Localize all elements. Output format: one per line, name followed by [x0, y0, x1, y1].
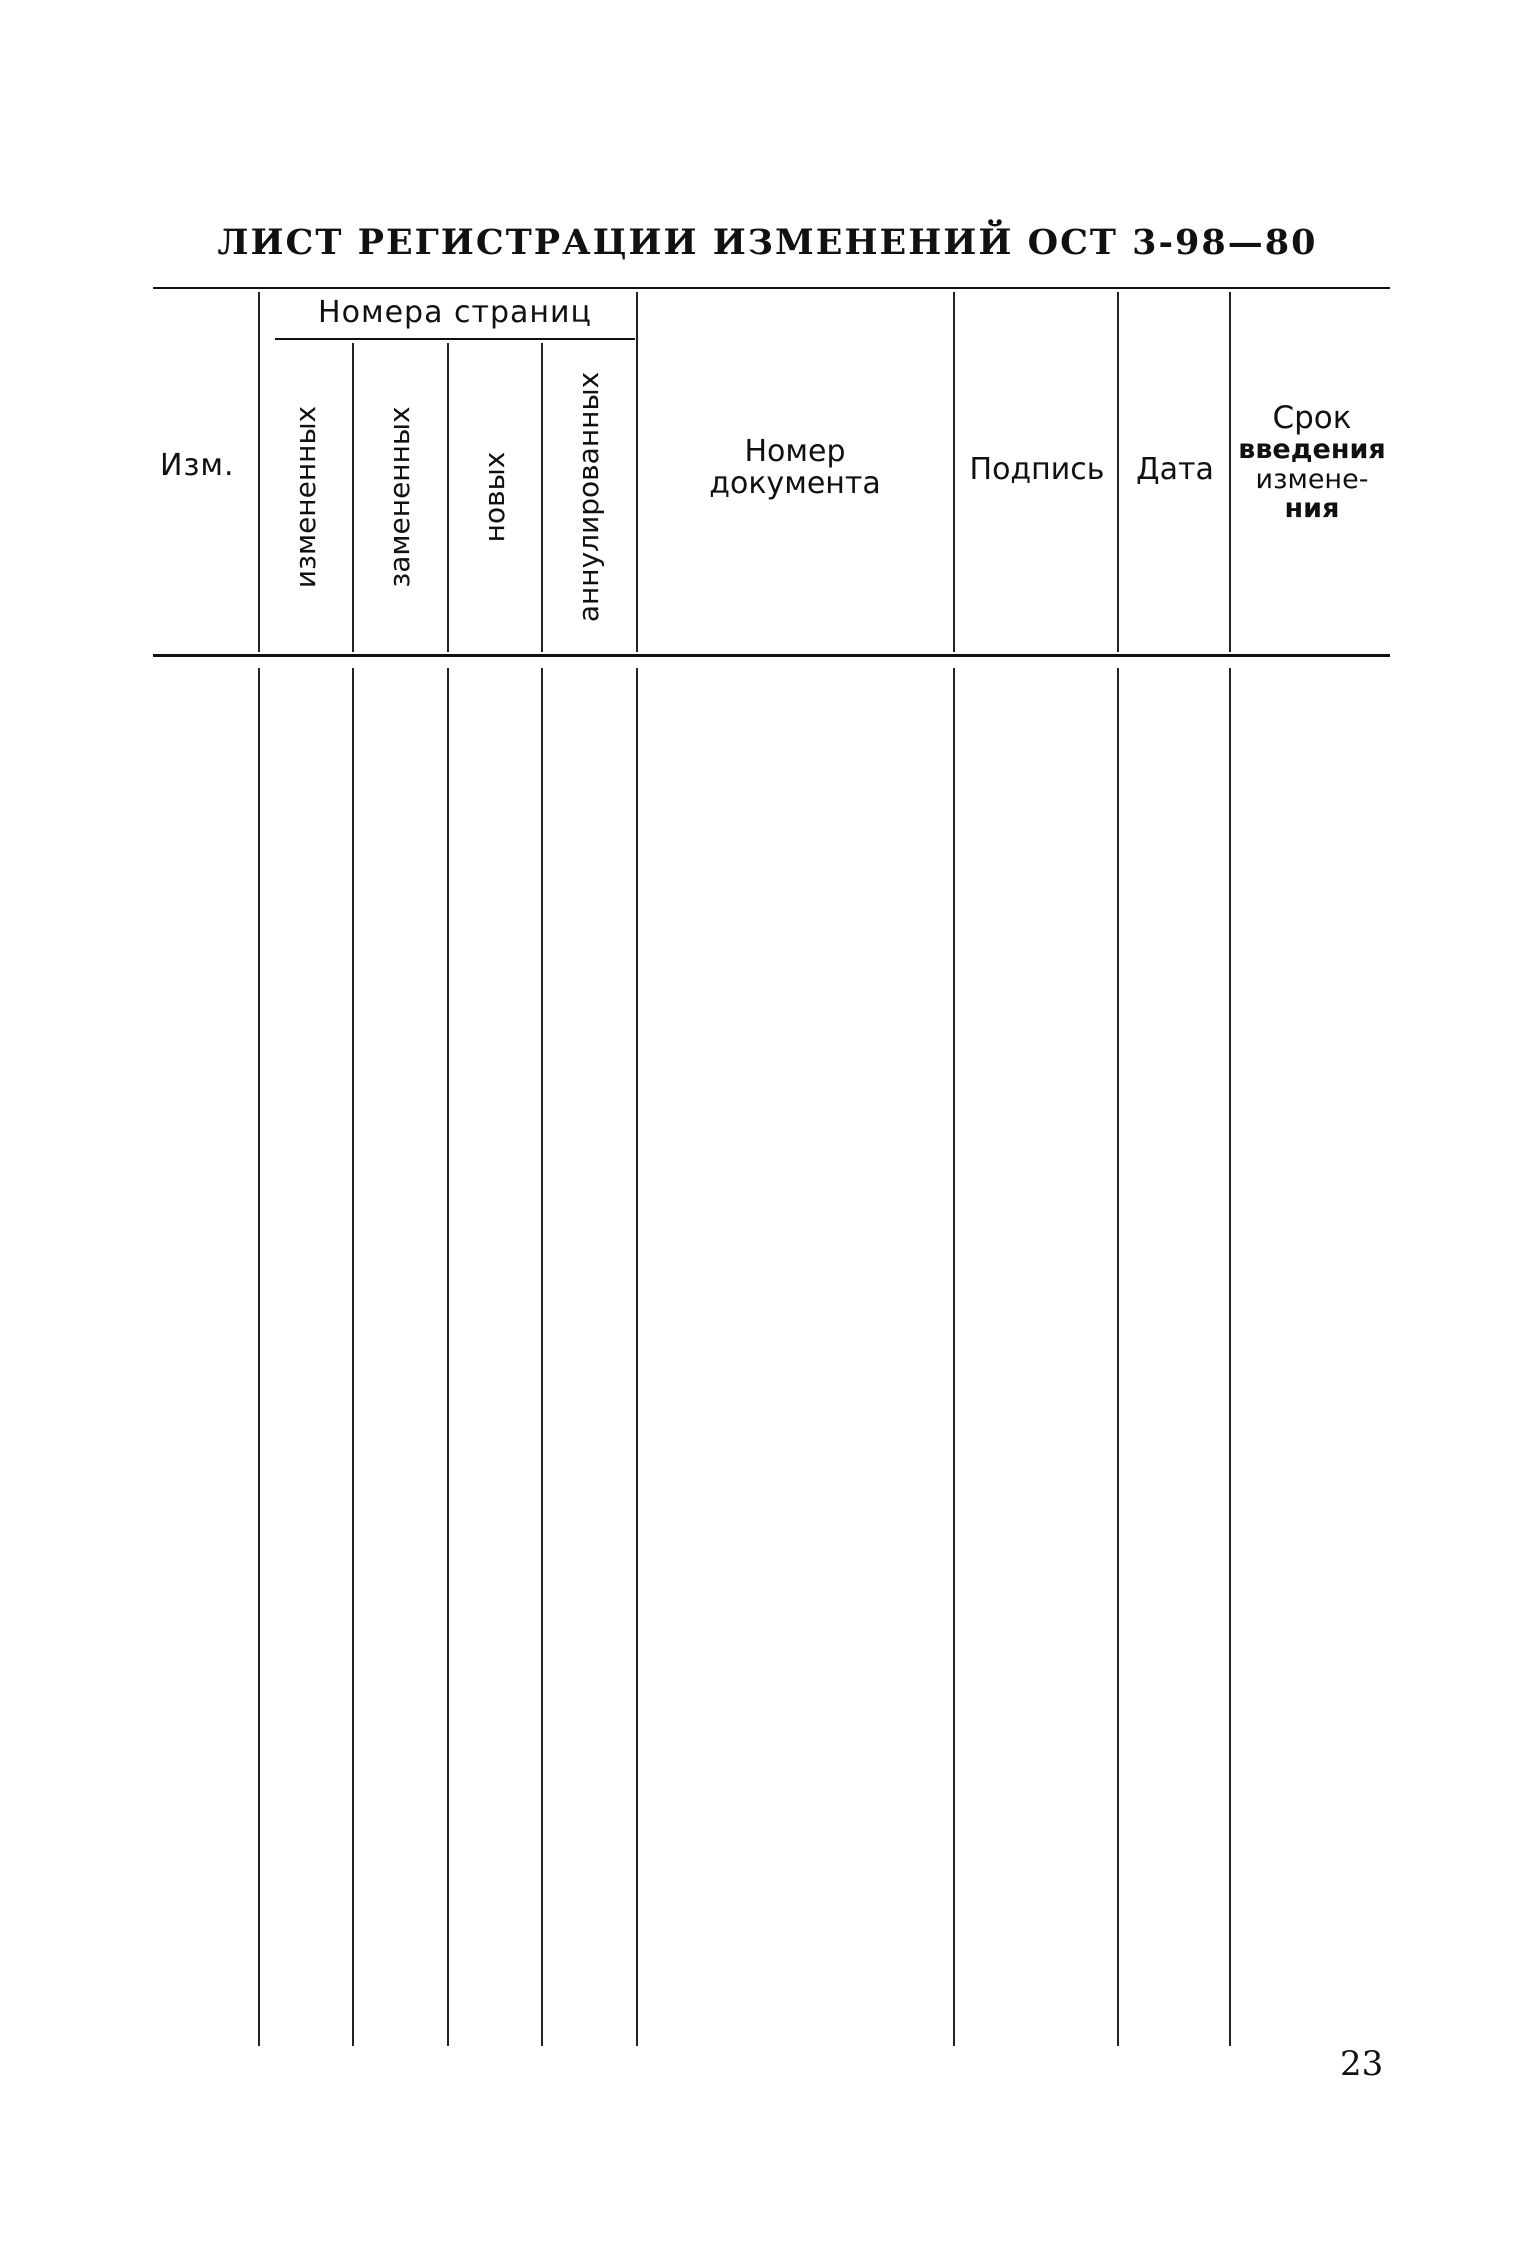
header-effective-date-line3: измене- [1255, 463, 1369, 495]
column-divider [636, 668, 638, 2046]
column-divider [447, 343, 449, 652]
header-signature: Подпись [969, 452, 1105, 487]
column-divider [541, 343, 543, 652]
header-changed-pages: измененных [289, 405, 322, 589]
column-divider [1117, 292, 1119, 652]
column-divider [953, 668, 955, 2046]
header-change-number: Изм. [160, 448, 235, 483]
header-document-number [640, 436, 950, 499]
column-divider [636, 292, 638, 652]
header-effective-date-line2: введения [1238, 434, 1386, 466]
column-divider [258, 668, 260, 2046]
header-bottom-rule [153, 654, 1390, 657]
header-new-pages: новых [478, 451, 511, 543]
column-divider [1229, 668, 1231, 2046]
column-divider [541, 668, 543, 2046]
header-date: Дата [1136, 452, 1214, 487]
header-replaced-pages: замененных [383, 406, 416, 588]
column-divider [352, 668, 354, 2046]
column-divider [1117, 668, 1119, 2046]
column-divider [352, 343, 354, 652]
document-title: ЛИСТ РЕГИСТРАЦИИ ИЗМЕНЕНИЙ ОСТ 3-98—80 [217, 222, 1318, 263]
header-effective-date-line4: ния [1284, 492, 1340, 524]
table-top-rule [153, 287, 1390, 289]
header-document-number-line2: документа [709, 465, 881, 501]
header-effective-date [1231, 402, 1393, 523]
column-divider [953, 292, 955, 652]
header-document-number-line1: Номер [744, 434, 846, 469]
header-page-numbers: Номера страниц [318, 295, 592, 330]
group-header-underline [275, 338, 635, 340]
column-divider [447, 668, 449, 2046]
column-divider [258, 292, 260, 652]
header-effective-date-line1: Срок [1272, 400, 1352, 436]
page-number: 23 [1340, 2044, 1384, 2084]
header-annulled-pages: аннулированных [572, 371, 605, 623]
